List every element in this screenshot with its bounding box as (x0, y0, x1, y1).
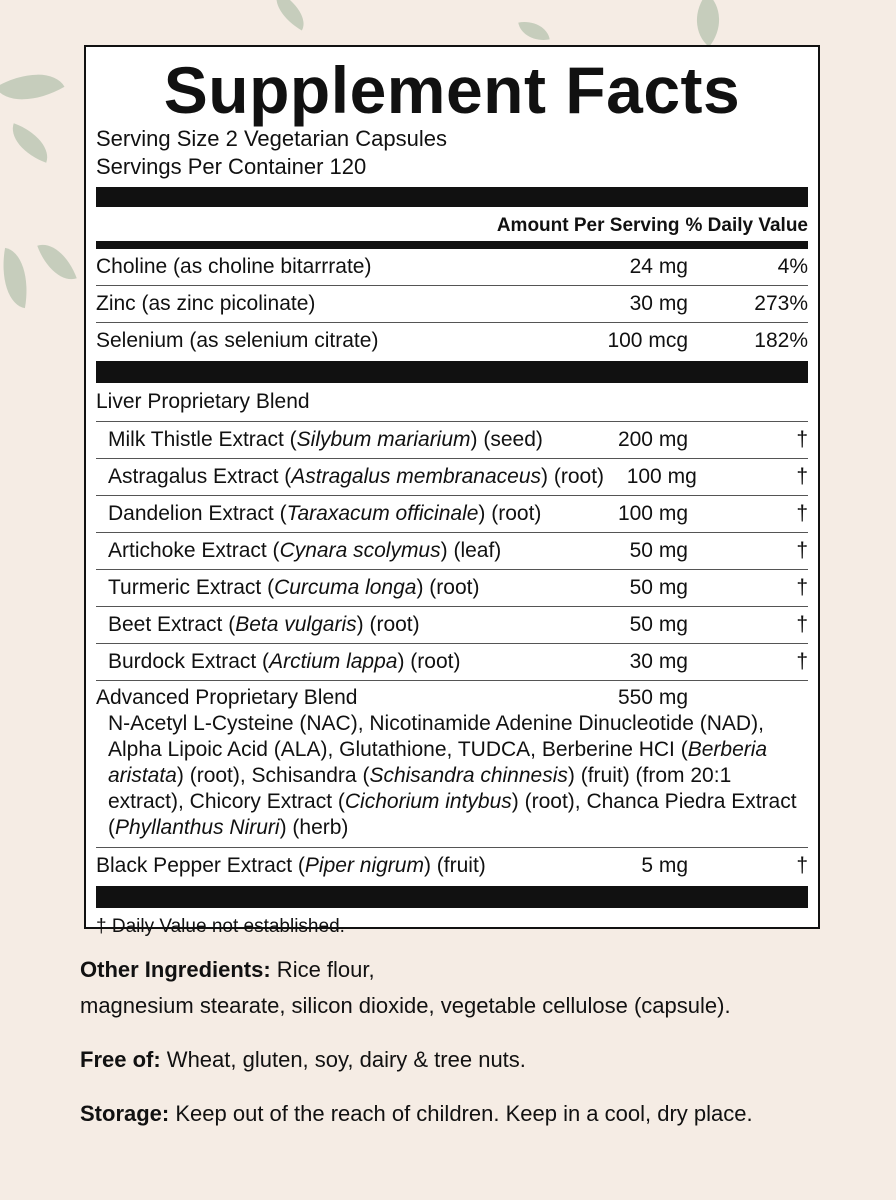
blend-item-amount: 50 mg (629, 613, 688, 636)
blend-item-dv: † (796, 428, 808, 451)
leaf-decoration (681, 0, 734, 47)
nutrient-row (96, 286, 808, 323)
nutrient-dv: 273% (754, 292, 808, 315)
divider-bar (96, 187, 808, 207)
blend-item-name: Milk Thistle Extract (Silybum mariarium) (seed) (108, 428, 543, 451)
blend-item-amount: 50 mg (629, 539, 688, 562)
divider-bar (96, 361, 808, 383)
advanced-blend-header (96, 685, 808, 711)
blend-item-amount: 100 mg (626, 465, 697, 488)
blend-item-row (96, 533, 808, 570)
leaf-decoration (267, 0, 313, 31)
blend-item-row (96, 496, 808, 533)
header-amount: Amount Per Serving (496, 215, 680, 236)
advanced-blend-amount: 550 mg (617, 686, 688, 709)
black-pepper-name: Black Pepper Extract (Piper nigrum) (fruit) (96, 854, 486, 877)
leaf-decoration (37, 237, 76, 287)
panel-title: Supplement Facts (163, 53, 741, 127)
blend-item-row (96, 459, 808, 496)
black-pepper-amount: 5 mg (641, 854, 688, 877)
blend-item-row (96, 607, 808, 644)
nutrient-dv: 4% (777, 255, 808, 278)
nutrient-name: Selenium (as selenium citrate) (96, 329, 379, 352)
nutrient-amount: 100 mcg (607, 329, 688, 352)
other-ingredients-label: Other Ingredients: (80, 957, 271, 982)
advanced-blend (96, 681, 808, 848)
blend-item-dv: † (796, 465, 808, 488)
black-pepper-row (96, 848, 808, 884)
storage (80, 1096, 860, 1132)
blend-item-dv: † (796, 650, 808, 673)
other-ingredients-line1: Rice flour, (270, 957, 375, 982)
blend-item-name: Dandelion Extract (Taraxacum officinale) (root) (108, 502, 542, 525)
other-ingredients (80, 952, 860, 1024)
blend-item-dv: † (796, 502, 808, 525)
liver-blend-title: Liver Proprietary Blend (96, 383, 808, 422)
supplement-facts-panel (84, 45, 820, 937)
divider-bar (96, 886, 808, 908)
blend-item-dv: † (796, 539, 808, 562)
blend-item-dv: † (796, 576, 808, 599)
blend-item-name: Artichoke Extract (Cynara scolymus) (leaf) (108, 539, 502, 562)
nutrient-dv: 182% (754, 329, 808, 352)
free-of-label: Free of: (80, 1047, 161, 1072)
nutrient-name: Choline (as choline bitarrrate) (96, 255, 372, 278)
nutrient-row (96, 249, 808, 286)
nutrient-name: Zinc (as zinc picolinate) (96, 292, 316, 315)
blend-item-name: Burdock Extract (Arctium lappa) (root) (108, 650, 461, 673)
column-header (96, 213, 808, 239)
blend-item-row (96, 570, 808, 607)
liver-blend-list (96, 422, 808, 681)
blend-item-amount: 50 mg (629, 576, 688, 599)
blend-item-row (96, 644, 808, 681)
header-daily-value: % Daily Value (685, 215, 808, 236)
divider-bar (96, 241, 808, 249)
nutrient-amount: 30 mg (629, 292, 688, 315)
serving-size: Serving Size 2 Vegetarian Capsules (96, 126, 447, 151)
blend-item-name: Turmeric Extract (Curcuma longa) (root) (108, 576, 480, 599)
blend-item-name: Astragalus Extract (Astragalus membranaceus) (root) (108, 465, 605, 488)
free-of (80, 1042, 860, 1078)
blend-item-amount: 30 mg (629, 650, 688, 673)
advanced-blend-description: N-Acetyl L-Cysteine (NAC), Nicotinamide Adenine Dinucleotide (NAD), Alpha Lipoic Acid (ALA), Glutathione, TUDCA, Berberine HCI (Berberia aristata) (root), Schisandra (Schisandra chinnesis) (fruit) (from 20:1 extract), Chicory Extract (Cichorium intybus) (root), Chanca Piedra Extract (Phyllanthus Niruri) (herb) (108, 712, 797, 839)
storage-text: Keep out of the reach of children. Keep in a cool, dry place. (169, 1101, 753, 1126)
blend-item-name: Beet Extract (Beta vulgaris) (root) (108, 613, 420, 636)
servings-per-container: Servings Per Container 120 (96, 154, 367, 179)
blend-item-amount: 200 mg (617, 428, 688, 451)
leaf-decoration (0, 248, 35, 308)
leaf-decoration (518, 18, 549, 45)
advanced-blend-title: Advanced Proprietary Blend (96, 686, 358, 709)
free-of-text: Wheat, gluten, soy, dairy & tree nuts. (160, 1047, 526, 1072)
nutrient-row (96, 323, 808, 359)
other-ingredients-line2: magnesium stearate, silicon dioxide, vegetable cellulose (capsule). (80, 993, 731, 1018)
nutrient-list (96, 249, 808, 359)
blend-item-amount: 100 mg (617, 502, 688, 525)
blend-item-row (96, 422, 808, 459)
storage-label: Storage: (80, 1101, 170, 1126)
leaf-decoration (5, 123, 55, 162)
leaf-decoration (0, 57, 64, 116)
black-pepper-dv: † (796, 854, 808, 877)
footnote: † Daily Value not established. (96, 916, 345, 937)
nutrient-amount: 24 mg (629, 255, 688, 278)
blend-item-dv: † (796, 613, 808, 636)
